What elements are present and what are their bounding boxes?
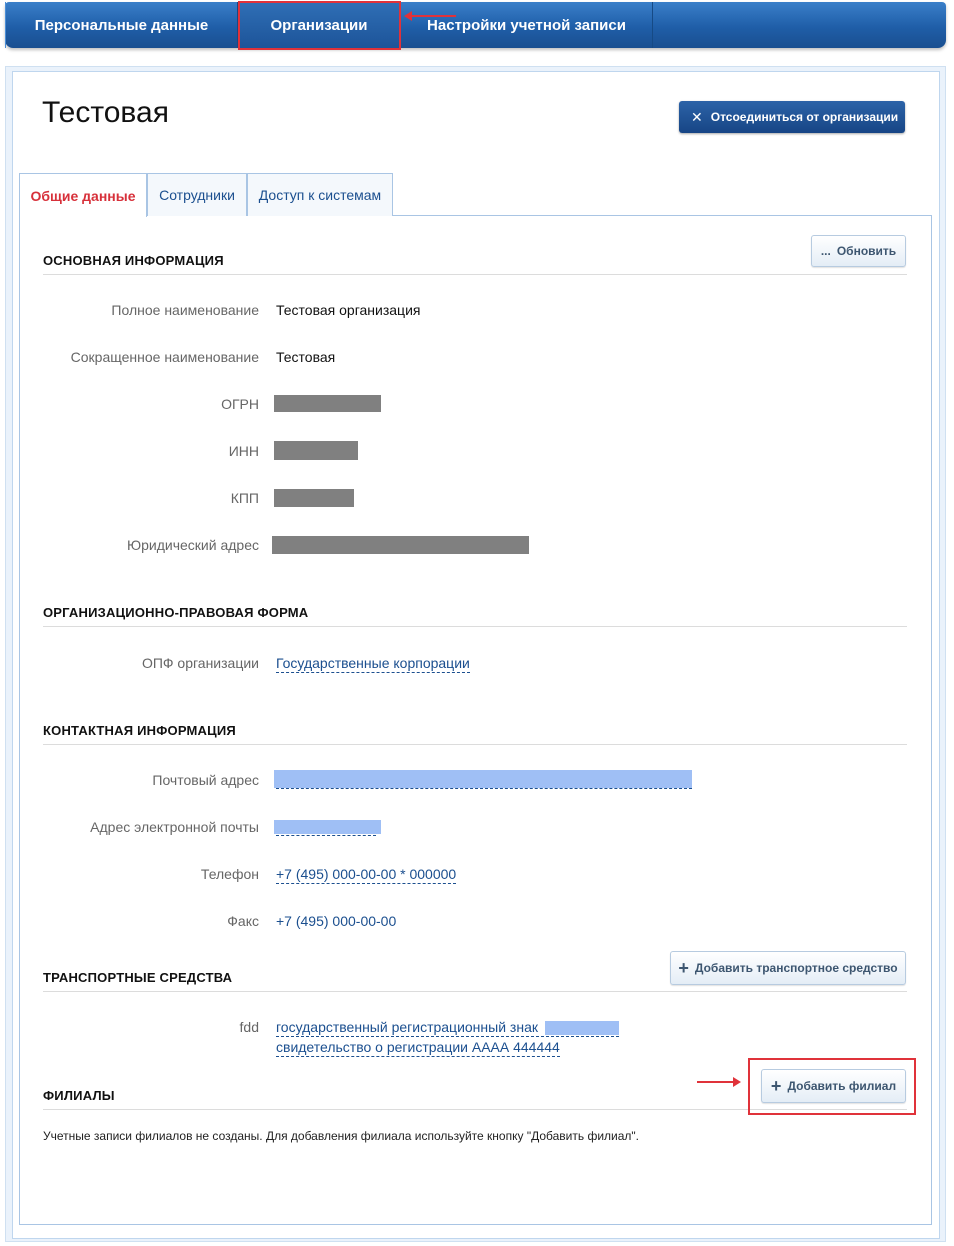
page-title: Тестовая [42, 96, 169, 129]
branches-empty-note: Учетные записи филиалов не созданы. Для добавления филиала используйте кнопку "Добавить филиал". [43, 1129, 639, 1143]
inn-label: ИНН [228, 443, 259, 459]
kpp-label: КПП [230, 490, 259, 506]
vehicle-certificate-link[interactable]: свидетельство о регистрации АААА 444444 [276, 1039, 560, 1055]
plus-icon: + [678, 958, 689, 978]
short-name-value: Тестовая [276, 349, 336, 365]
opf-label: ОПФ организации [141, 655, 259, 671]
fax-label: Факс [227, 913, 259, 929]
postal-address-underline [276, 788, 692, 789]
tab-system-access[interactable]: Доступ к системам [247, 173, 393, 216]
plus-icon: + [770, 1076, 782, 1096]
close-icon: ✕ [691, 108, 703, 125]
ogrn-redacted [274, 395, 381, 412]
full-name-value: Тестовая организация [276, 302, 421, 318]
divider [43, 626, 907, 627]
divider [43, 274, 907, 275]
nav-tab-account-settings[interactable]: Настройки учетной записи [400, 2, 653, 48]
refresh-label: Обновить [836, 244, 897, 258]
divider [43, 991, 907, 992]
divider [43, 744, 907, 745]
add-vehicle-button[interactable] [670, 951, 906, 985]
ellipsis-icon: ... [820, 244, 831, 258]
phone-label: Телефон [200, 866, 259, 882]
kpp-redacted [274, 489, 354, 507]
section-heading-branches: ФИЛИАЛЫ [43, 1088, 115, 1103]
ogrn-label: ОГРН [221, 396, 259, 412]
add-vehicle-label: Добавить транспортное средство [694, 961, 898, 975]
nav-tab-organizations[interactable]: Организации [238, 2, 400, 48]
vehicle-name-label: fdd [239, 1019, 259, 1035]
postal-address-redacted[interactable] [274, 770, 692, 788]
section-heading-legal-form: ОРГАНИЗАЦИОННО-ПРАВОВАЯ ФОРМА [43, 605, 309, 620]
vehicle-plate-underline [276, 1036, 619, 1037]
tab-employees[interactable]: Сотрудники [147, 173, 247, 216]
top-navigation [5, 2, 946, 48]
legal-address-redacted [272, 536, 529, 554]
section-heading-contacts: КОНТАКТНАЯ ИНФОРМАЦИЯ [43, 723, 236, 738]
section-heading-basic-info: ОСНОВНАЯ ИНФОРМАЦИЯ [43, 253, 224, 268]
section-heading-vehicles: ТРАНСПОРТНЫЕ СРЕДСТВА [43, 970, 233, 985]
refresh-button[interactable] [811, 235, 906, 267]
tab-general-data[interactable]: Общие данные [19, 173, 147, 217]
plate-number-redacted [545, 1021, 619, 1035]
vehicle-plate-text: государственный регистрационный знак [276, 1019, 538, 1035]
disconnect-label: Отсоединиться от организации [710, 110, 899, 124]
postal-address-label: Почтовый адрес [152, 772, 259, 788]
nav-tab-personal-data[interactable]: Персональные данные [5, 2, 238, 48]
opf-link[interactable]: Государственные корпорации [276, 655, 470, 671]
add-branch-label: Добавить филиал [787, 1079, 897, 1093]
vehicle-plate-link[interactable] [276, 1019, 538, 1036]
legal-address-label: Юридический адрес [126, 537, 259, 553]
email-label: Адрес электронной почты [90, 819, 259, 835]
phone-link[interactable]: +7 (495) 000-00-00 * 000000 [276, 866, 457, 882]
full-name-label: Полное наименование [111, 302, 259, 318]
arrow-annotation [697, 1081, 735, 1083]
short-name-label: Сокращенное наименование [70, 349, 259, 365]
inn-redacted [274, 441, 358, 460]
disconnect-organization-button[interactable] [679, 101, 905, 133]
email-underline [276, 835, 376, 836]
fax-link[interactable]: +7 (495) 000-00-00 [276, 913, 397, 929]
arrow-annotation [410, 15, 456, 17]
highlight-box-add-branch [748, 1058, 916, 1115]
email-redacted[interactable] [274, 820, 381, 834]
